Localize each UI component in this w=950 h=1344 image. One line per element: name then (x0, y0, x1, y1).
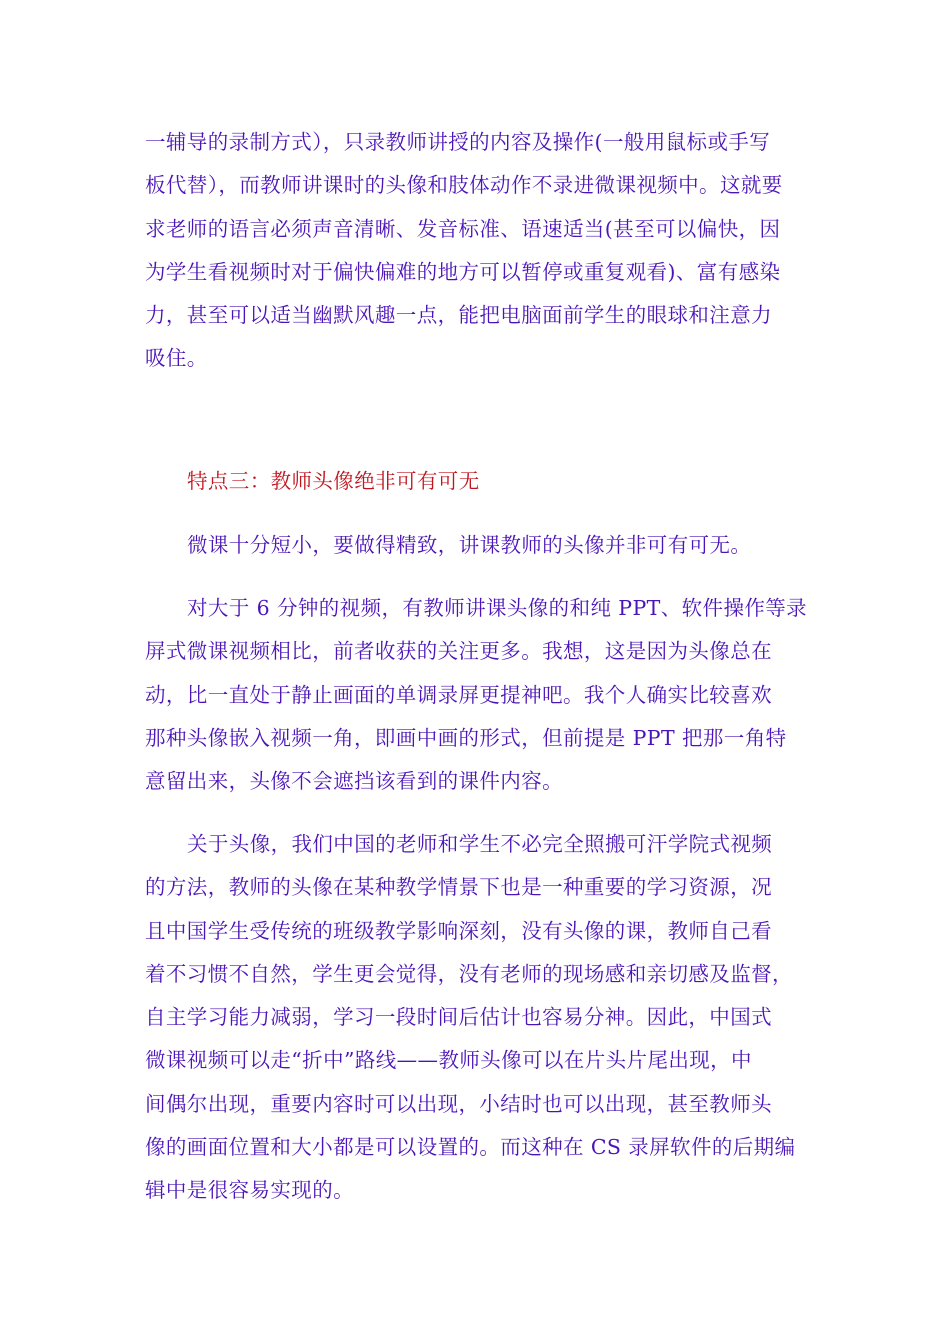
text-line: 微课十分短小，要做得精致，讲课教师的头像并非可有可无。 (187, 533, 752, 557)
paragraph-avatar-attention (145, 587, 815, 803)
heading-text: 特点三：教师头像绝非可有可无 (187, 469, 480, 493)
section-heading (145, 460, 815, 503)
text-line: 为学生看视频时对于偏快偏难的地方可以暂停或重复观看)、富有感染 (145, 259, 781, 284)
text-line: 且中国学生受传统的班级教学影响深刻，没有头像的课，教师自己看 (145, 918, 772, 943)
text-line: 着不习惯不自然，学生更会觉得，没有老师的现场感和亲切感及监督， (145, 961, 793, 986)
paragraph-avatar-intro (145, 524, 815, 567)
text-line: 屏式微课视频相比，前者收获的关注更多。我想，这是因为头像总在 (145, 639, 772, 664)
text-line: 的方法，教师的头像在某种教学情景下也是一种重要的学习资源，况 (145, 875, 772, 900)
text-line: 意留出来，头像不会遮挡该看到的课件内容。 (145, 769, 563, 794)
text-line: 那种头像嵌入视频一角，即画中画的形式，但前提是 PPT 把那一角特 (145, 725, 787, 750)
paragraph-chinese-style (145, 823, 815, 1213)
text-line: 动，比一直处于静止画面的单调录屏更提神吧。我个人确实比较喜欢 (145, 682, 772, 707)
text-line: 吸住。 (145, 346, 208, 371)
text-line: 间偶尔出现，重要内容时可以出现，小结时也可以出现，甚至教师头 (145, 1091, 772, 1116)
text-line: 关于头像，我们中国的老师和学生不必完全照搬可汗学院式视频 (187, 832, 773, 856)
text-line: 板代替），而教师讲课时的头像和肢体动作不录进微课视频中。这就要 (145, 173, 783, 198)
text-line: 对大于 6 分钟的视频，有教师讲课头像的和纯 PPT、软件操作等录 (187, 596, 808, 620)
text-line: 像的画面位置和大小都是可以设置的。而这种在 CS 录屏软件的后期编 (145, 1135, 796, 1160)
text-line: 力，甚至可以适当幽默风趣一点，能把电脑面前学生的眼球和注意力 (145, 303, 772, 328)
text-line: 求老师的语言必须声音清晰、发音标准、语速适当(甚至可以偏快，因 (145, 216, 781, 241)
paragraph-recording-method (145, 121, 815, 381)
text-line: 辑中是很容易实现的。 (145, 1178, 354, 1203)
text-line: 一辅导的录制方式），只录教师讲授的内容及操作(一般用鼠标或手写 (145, 130, 771, 154)
text-line: 自主学习能力减弱，学习一段时间后估计也容易分神。因此，中国式 (145, 1005, 772, 1030)
text-line: 微课视频可以走“折中”路线——教师头像可以在片头片尾出现，中 (145, 1048, 752, 1073)
